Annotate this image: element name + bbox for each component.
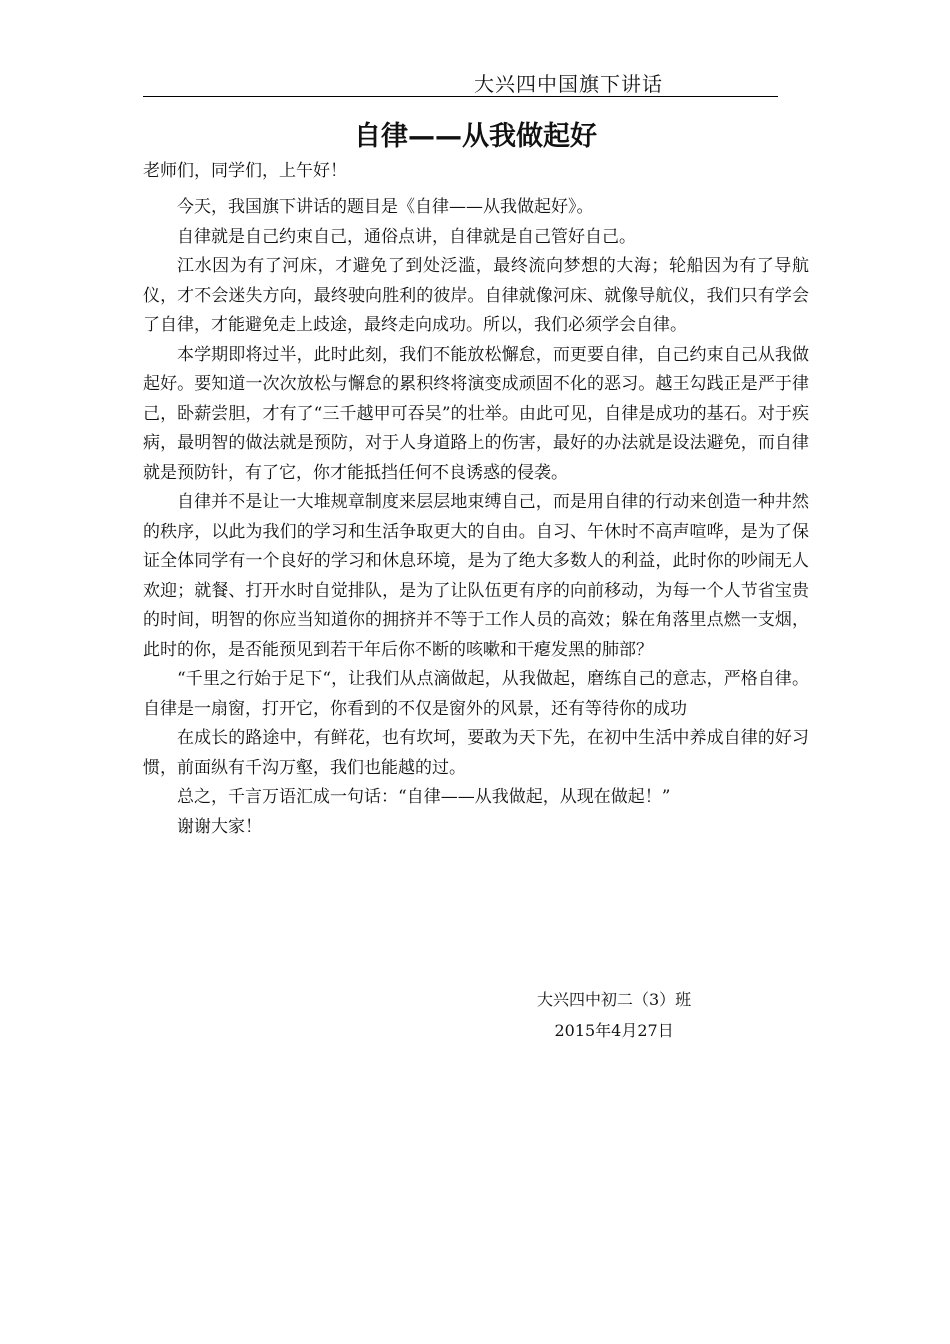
paragraph-growth: 在成长的路途中，有鲜花，也有坎坷，要敢为天下先，在初中生活中养成自律的好习惯，前面纵有千沟万壑，我们也能越的过。 — [143, 728, 809, 778]
paragraph-topic: 今天，我国旗下讲话的题目是《自律——从我做起好》。 — [177, 197, 594, 217]
running-header — [143, 66, 778, 97]
speech-body — [143, 193, 809, 842]
signature-date: 2015年4月27日 — [554, 1021, 674, 1040]
paragraph-thanks: 谢谢大家！ — [177, 816, 262, 837]
signature-block — [537, 984, 691, 1046]
paragraph-riverbed-analogy: 江水因为有了河床，才避免了到处泛滥，最终流向梦想的大海；轮船因为有了导航仪，才不会迷失方向，最终驶向胜利的彼岸。自律就像河床、就像导航仪，我们只有学会了自律，才能避免走上歧途，最终走向成功。所以，我们必须学会自律。 — [143, 256, 809, 335]
signature-class: 大兴四中初二（3）班 — [537, 990, 692, 1009]
speech-title: 自律——从我做起好 — [354, 121, 597, 152]
paragraph-mid-semester: 本学期即将过半，此时此刻，我们不能放松懈怠，而更要自律，自己约束自己从我做起好。要知道一次次放松与懈怠的累积终将演变成顽固不化的恶习。越王勾践正是严于律己，卧薪尝胆，才有了“三千越甲可吞吴”的壮举。由此可见，自律是成功的基石。对于疾病，最明智的做法就是预防，对于人身道路上的伤害，最好的办法就是设法避免，而自律就是预防针，有了它，你才能抵挡任何不良诱惑的侵袭。 — [143, 344, 809, 483]
running-header-title: 大兴四中国旗下讲话 — [474, 72, 663, 96]
paragraph-definition: 自律就是自己约束自己，通俗点讲，自律就是自己管好自己。 — [177, 226, 636, 247]
paragraph-order-and-freedom: 自律并不是让一大堆规章制度来层层地束缚自己，而是用自律的行动来创造一种井然的秩序，以此为我们的学习和生活争取更大的自由。自习、午休时不高声喧哗，是为了保证全体同学有一个良好的学习和休息环境，是为了绝大多数人的利益，此时你的吵闹无人欢迎；就餐、打开水时自觉排队，是为了让队伍更有序的向前移动，为每一个人节省宝贵的时间，明智的你应当知道你的拥挤并不等于工作人员的高效；躲在角落里点燃一支烟，此时的你，是否能预见到若干年后你不断的咳嗽和干瘪发黑的肺部？ — [143, 492, 809, 660]
paragraph-conclusion: 总之，千言万语汇成一句话：“自律——从我做起，从现在做起！” — [177, 787, 671, 807]
paragraph-journey: “千里之行始于足下“，让我们从点滴做起，从我做起，磨练自己的意志，严格自律。自律是一扇窗，打开它，你看到的不仅是窗外的风景，还有等待你的成功 — [143, 669, 809, 719]
greeting: 老师们，同学们，上午好！ — [143, 161, 347, 181]
